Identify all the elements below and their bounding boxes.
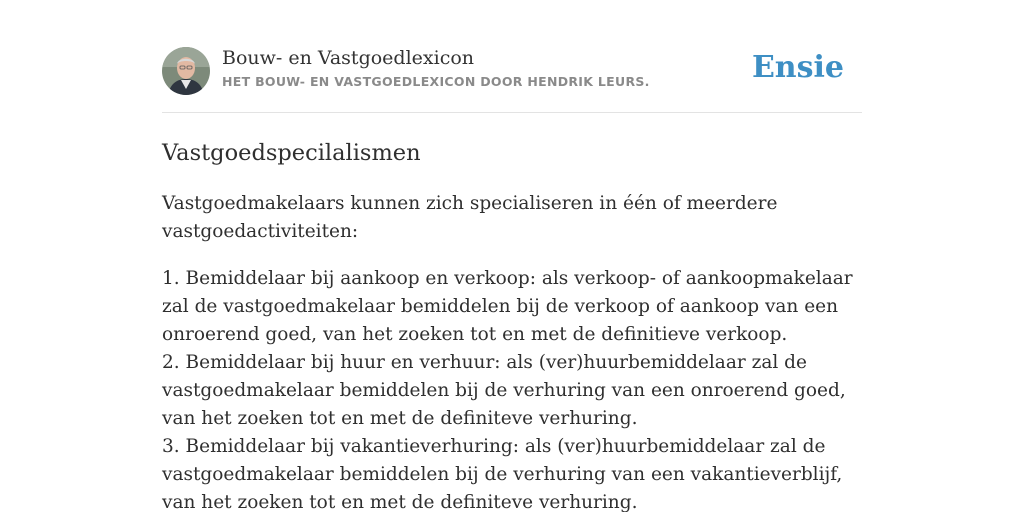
lexicon-header bbox=[162, 0, 862, 113]
author-portrait-icon bbox=[162, 47, 210, 95]
list-item-aankoop-verkoop: 1. Bemiddelaar bij aankoop en verkoop: als verkoop- of aankoopmakelaar zal de vastgoedmakelaar bemiddelen bij de verkoop of aankoop van een onroerend goed, van het zoeken tot en met de definitieve verkoop. bbox=[162, 268, 853, 345]
list-item-huur-verhuur: 2. Bemiddelaar bij huur en verhuur: als (ver)huurbemiddelaar zal de vastgoedmakelaar bemiddelen bij de verhuring van een onroerend goed, van het zoeken tot en met de definiteve verhuring. bbox=[162, 352, 846, 429]
lexicon-subtitle: HET BOUW- EN VASTGOEDLEXICON DOOR HENDRIK LEURS. bbox=[222, 74, 650, 89]
author-avatar[interactable] bbox=[162, 47, 210, 95]
list-item-vakantieverhuring: 3. Bemiddelaar bij vakantieverhuring: als (ver)huurbemiddelaar zal de vastgoedmakelaar bemiddelen bij de verhuring van een vakantieverblijf, van het zoeken tot en met de definiteve verhuring. bbox=[162, 436, 843, 512]
entry-page bbox=[162, 0, 862, 512]
lexicon-title[interactable]: Bouw- en Vastgoedlexicon bbox=[222, 47, 475, 69]
entry-list bbox=[162, 265, 862, 512]
entry-intro: Vastgoedmakelaars kunnen zich specialiseren in één of meerdere vastgoedactiviteiten: bbox=[162, 193, 778, 242]
entry-title: Vastgoedspecilalismen bbox=[162, 140, 421, 166]
ensie-logo-link[interactable]: Ensie bbox=[751, 50, 844, 85]
